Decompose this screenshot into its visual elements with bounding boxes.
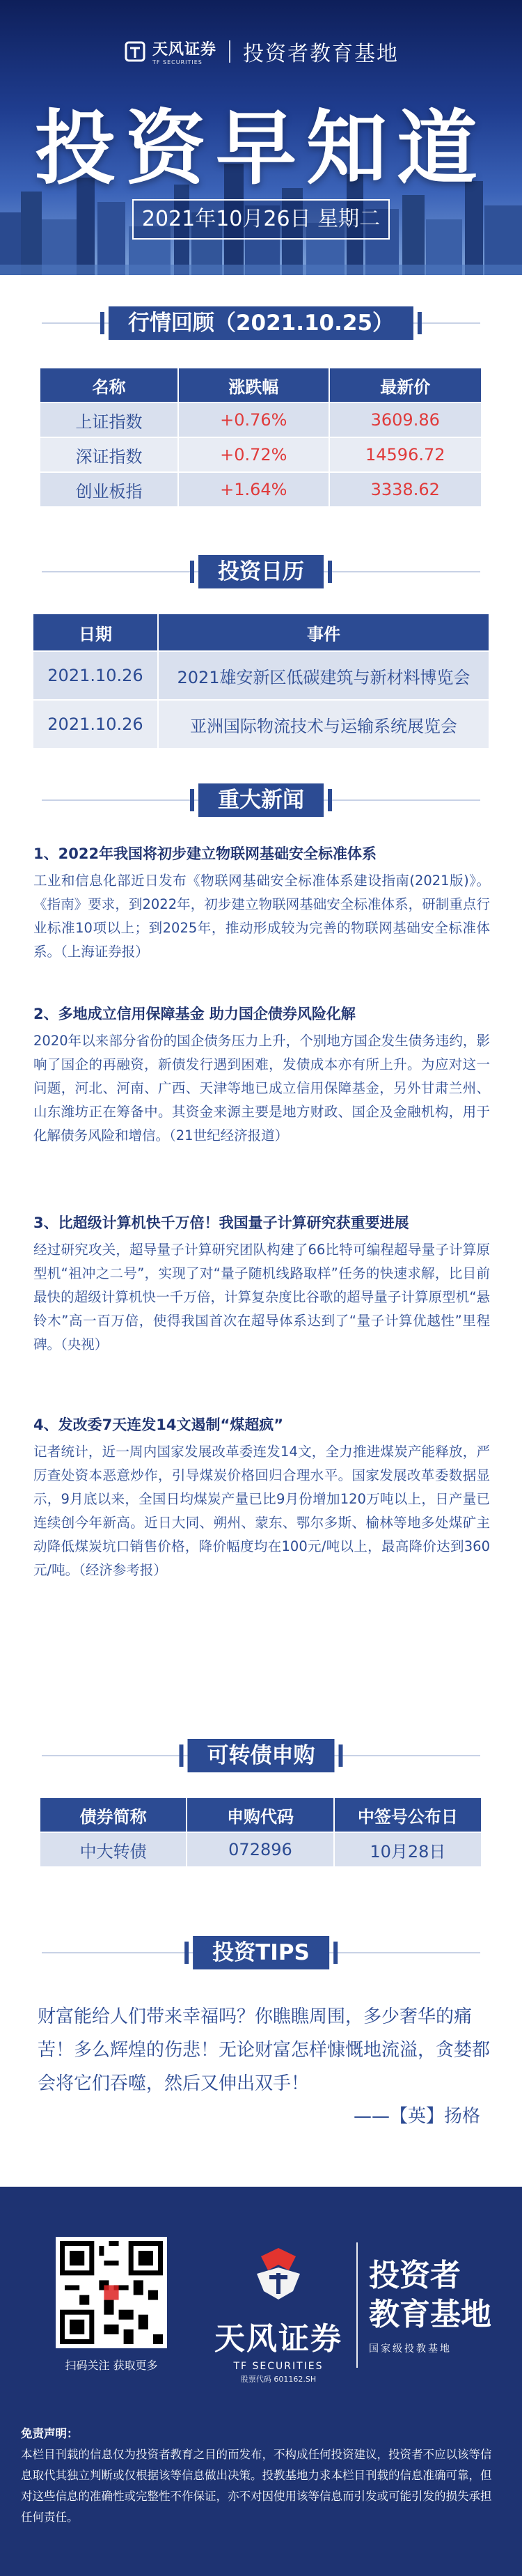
index-change: +0.72% [178, 437, 329, 472]
tf-emblem-icon [247, 2242, 310, 2305]
table-row [40, 1832, 482, 1867]
table-header-row [40, 368, 482, 403]
index-name: 深证指数 [40, 437, 178, 472]
column-header: 事件 [158, 614, 489, 651]
column-header: 申购代码 [187, 1797, 334, 1832]
event-date: 2021.10.26 [33, 700, 158, 749]
footer-divider [356, 2242, 358, 2368]
tf-logo-icon [123, 40, 147, 63]
news-body: 经过研究攻关，超导量子计算研究团队构建了66比特可编程超导量子计算原型机“祖冲之二号”，实现了对“量子随机线路取样”任务的快速求解，比目前最快的超级计算机快一千万倍，计算复杂度比谷歌的超导量子计算原型机“悬铃木”高一百万倍，使得我国首次在超导体系达到了“量子计算优越性”里程碑。（央视） [33, 1242, 490, 1352]
calendar-title-tab: 投资日历 [198, 555, 324, 588]
tips-quote: 财富能给人们带来幸福吗？你瞧瞧周围，多少奢华的痛苦！多么辉煌的伤悲！无论财富怎样慷慨地流溢，贪婪都会将它们吞噬，然后又伸出双手！ [38, 2006, 491, 2094]
bonds-section-title [0, 1739, 522, 1772]
qr-block [56, 2237, 167, 2373]
brand-row [0, 36, 522, 67]
bonds-table [39, 1797, 482, 1868]
footer-logo-sub: TF SECURITIES [233, 2361, 324, 2372]
brand-tagline: 投资者教育基地 [243, 42, 399, 66]
news-item [33, 1414, 490, 1582]
table-header-row [33, 614, 489, 651]
news-body: 2020年以来部分省份的国企债务压力上升，个别地方国企发生债务违约，影响了国企的再融资，新债发行遇到困难，发债成本亦有所上升。为应对这一问题，河北、河南、广西、天津等地已成立信用保障基金，另外甘肃兰州、山东潍坊正在筹备中。其资金来源主要是地方财政、国企及金融机构，用于化解债务风险和增信。（21世纪经济报道） [33, 1033, 490, 1143]
column-header: 涨跌幅 [178, 368, 329, 403]
qr-code-icon [56, 2237, 167, 2348]
table-row [40, 437, 482, 472]
news-title-tab: 重大新闻 [198, 783, 324, 817]
column-header: 名称 [40, 368, 178, 403]
index-name: 创业板指 [40, 472, 178, 507]
footer-stock-code: 股票代码 601162.SH [240, 2375, 317, 2384]
news-item [33, 843, 490, 964]
table-header-row [40, 1797, 482, 1832]
brand-name: 天风证券 [152, 41, 216, 58]
brand-logo [123, 38, 216, 65]
news-body: 工业和信息化部近日发布《物联网基础安全标准体系建设指南(2021版)》。《指南》要求，到2022年，初步建立物联网基础安全标准体系，研制重点行业标准10项以上；到2025年，推动形成较为完善的物联网基础安全标准体系。（上海证券报） [33, 873, 490, 960]
brand-sub: TF SECURITIES [152, 59, 203, 65]
header-banner [0, 0, 522, 275]
footer-logo [209, 2242, 348, 2384]
quote-author: ——【英】扬格 [353, 2106, 480, 2127]
index-price: 3609.86 [329, 403, 482, 437]
index-name: 上证指数 [40, 403, 178, 437]
date-box: 2021年10月26日 星期二 [132, 199, 390, 240]
qr-caption: 扫码关注 获取更多 [65, 2359, 158, 2372]
column-header: 最新价 [329, 368, 482, 403]
index-change: +0.76% [178, 403, 329, 437]
disclaimer-title: 免责声明： [21, 2427, 79, 2440]
news-headline: 4、发改委7天连发14文遏制“煤超疯” [33, 1416, 284, 1433]
news-headline: 3、比超级计算机快千万倍！我国量子计算研究获重要进展 [33, 1215, 409, 1231]
tips-title-tab: 投资TIPS [193, 1936, 329, 1969]
table-row [40, 403, 482, 437]
market-title-tab: 行情回顾（2021.10.25） [109, 306, 413, 340]
column-header: 日期 [33, 614, 158, 651]
index-price: 14596.72 [329, 437, 482, 472]
footer-base-title [369, 2256, 491, 2355]
calendar-section-title [0, 555, 522, 588]
market-section-title [0, 306, 522, 340]
news-headline: 1、2022年我国将初步建立物联网基础安全标准体系 [33, 845, 377, 862]
column-header: 债券简称 [40, 1797, 187, 1832]
index-price: 3338.62 [329, 472, 482, 507]
bonds-title-tab: 可转债申购 [188, 1739, 335, 1772]
news-item [33, 1212, 490, 1357]
tips-section-title [0, 1936, 522, 1969]
index-change: +1.64% [178, 472, 329, 507]
table-row [33, 651, 489, 700]
news-section-title [0, 783, 522, 817]
footer-logo-name: 天风证券 [214, 2321, 342, 2357]
bond-date: 10月28日 [334, 1832, 482, 1867]
column-header: 中签号公布日 [334, 1797, 482, 1832]
news-headline: 2、多地成立信用保障基金 助力国企债券风险化解 [33, 1006, 356, 1022]
bond-code: 072896 [187, 1832, 334, 1867]
base-title-line2: 教育基地 [369, 2297, 491, 2332]
footer [0, 2187, 522, 2576]
disclaimer-text: 本栏目刊载的信息仅为投资者教育之目的而发布，不构成任何投资建议，投资者不应以该等信息取代其独立判断或仅根据该等信息做出决策。投教基地力求本栏目刊载的信息准确可靠，但对这些信息的准确性或完整性不作保证，亦不对因使用该等信息而引发或可能引发的损失承担任何责任。 [21, 2448, 492, 2524]
calendar-table [32, 613, 490, 749]
news-body: 记者统计，近一周内国家发展改革委连发14文，全力推进煤炭产能释放，严厉查处资本恶意炒作，引导煤炭价格回归合理水平。国家发展改革委数据显示，9月底以来，全国日均煤炭产量已比9月份增加120万吨以上，日产量已连续创今年新高。近日大同、朔州、蒙东、鄂尔多斯、榆林等地多处煤矿主动降低煤炭坑口销售价格，降价幅度均在100元/吨以上，最高降价达到360元/吨。（经济参考报） [33, 1444, 490, 1578]
news-item [33, 1003, 490, 1148]
table-row [40, 472, 482, 507]
table-row [33, 700, 489, 749]
page-title: 投资早知道 [35, 102, 487, 196]
event-name: 2021雄安新区低碳建筑与新材料博览会 [158, 651, 489, 700]
brand-divider [229, 40, 230, 63]
base-title-line1: 投资者 [369, 2258, 461, 2293]
market-table [39, 367, 482, 508]
base-subtitle: 国家级投教基地 [369, 2343, 452, 2355]
bond-name: 中大转债 [40, 1832, 187, 1867]
disclaimer [21, 2423, 501, 2528]
event-date: 2021.10.26 [33, 651, 158, 700]
event-name: 亚洲国际物流技术与运输系统展览会 [158, 700, 489, 749]
